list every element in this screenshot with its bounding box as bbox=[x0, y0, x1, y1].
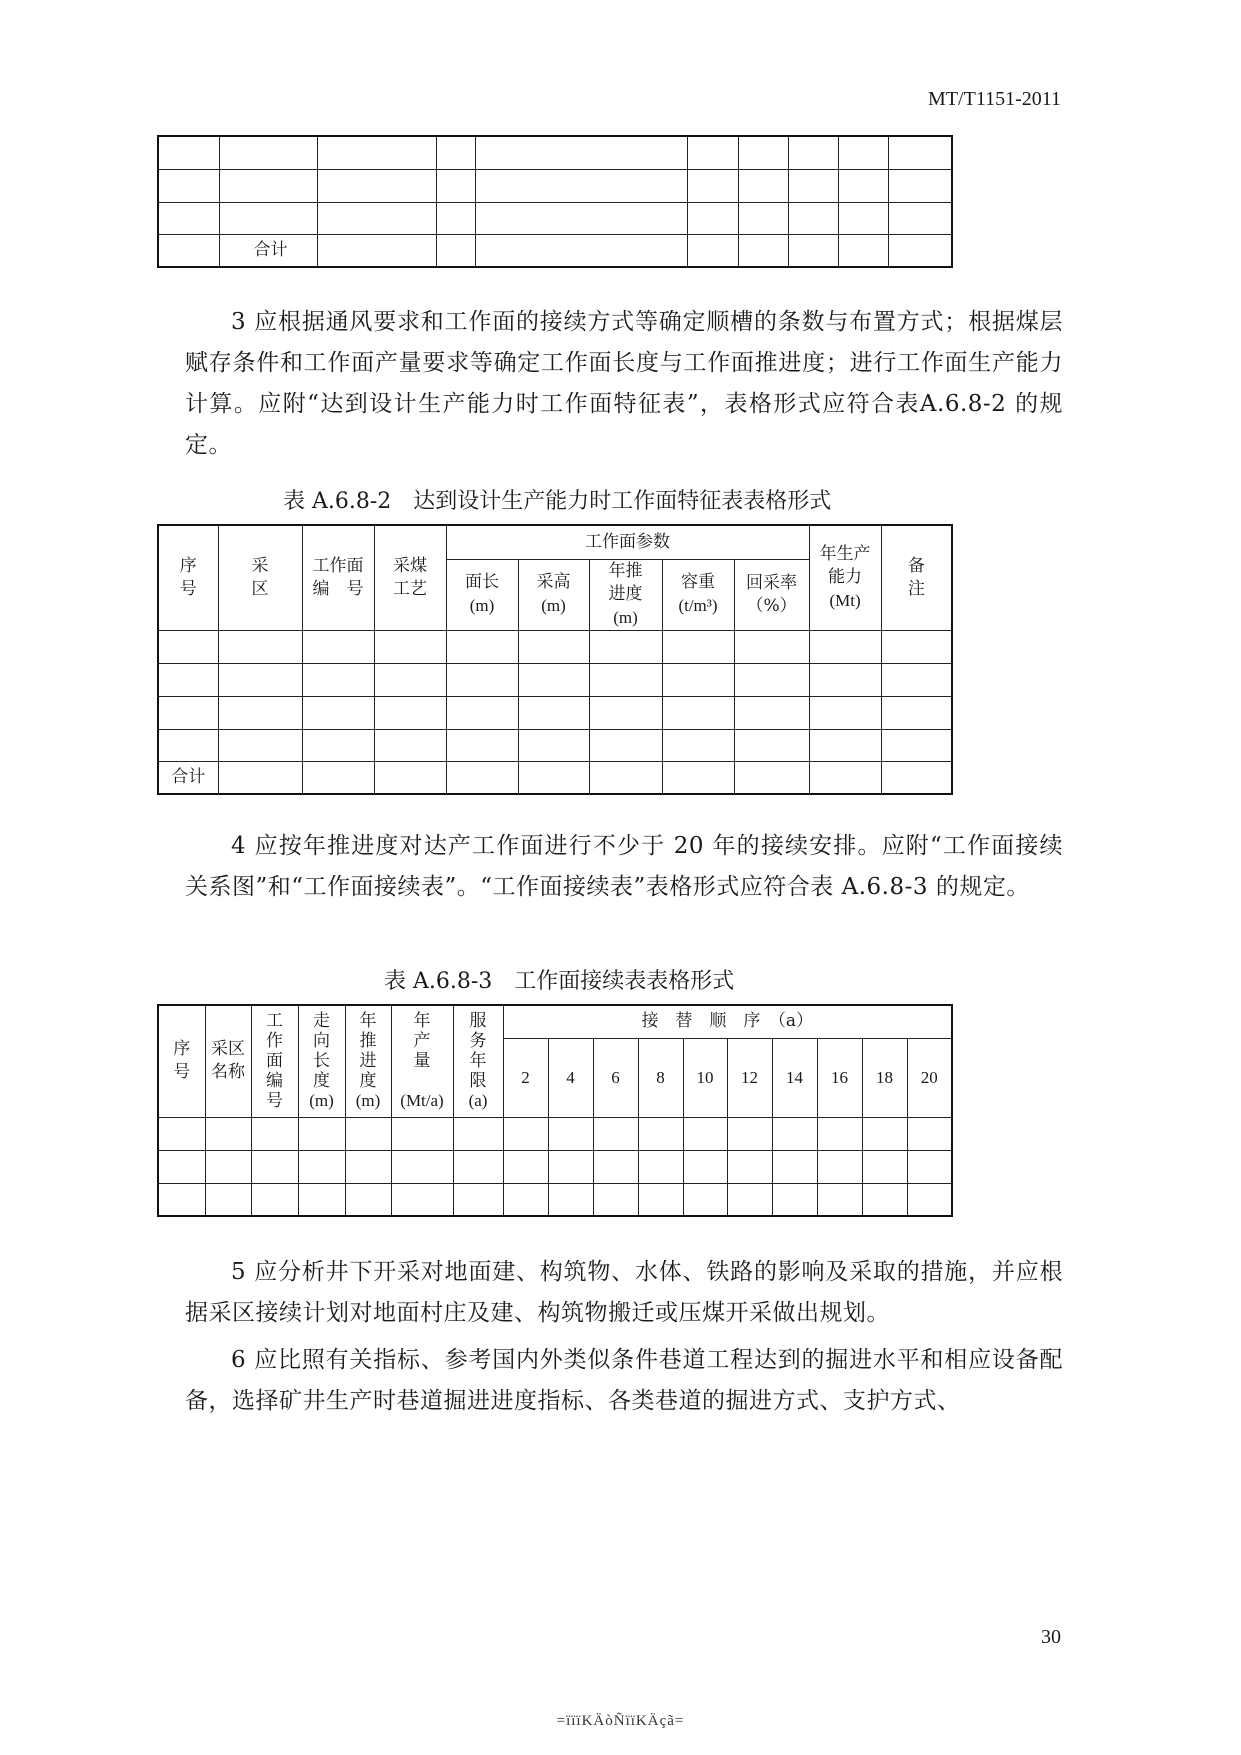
table-a683-caption: 表 A.6.8-3 工作面接续表表格形式 bbox=[384, 969, 735, 994]
table-row bbox=[158, 202, 952, 234]
header-strike-length: 走 向 长 度 (m) bbox=[298, 1005, 345, 1117]
header-year: 4 bbox=[548, 1038, 593, 1117]
header-recovery-rate: 回采率 （%） bbox=[734, 559, 809, 630]
header-face-no: 工 作 面 编 号 bbox=[251, 1005, 298, 1117]
table-row bbox=[158, 169, 952, 202]
table-a682-caption: 表 A.6.8-2 达到设计生产能力时工作面特征表表格形式 bbox=[283, 489, 832, 514]
table-row bbox=[158, 1150, 952, 1183]
table-a682 bbox=[157, 524, 953, 795]
header-year: 2 bbox=[503, 1038, 548, 1117]
table-a681-continued bbox=[157, 135, 953, 268]
header-annual-output: 年 产 量 (Mt/a) bbox=[391, 1005, 453, 1117]
table-total-row bbox=[158, 234, 952, 267]
header-area: 采 区 bbox=[218, 525, 302, 630]
header-mining-tech: 采煤 工艺 bbox=[374, 525, 446, 630]
table-row bbox=[158, 630, 952, 663]
table-row bbox=[158, 729, 952, 761]
table-row bbox=[158, 136, 952, 169]
paragraph-5: 5 应分析井下开采对地面建、构筑物、水体、铁路的影响及采取的措施，并应根据采区接续计划对地面村庄及建、构筑物搬迁或压煤开采做出规划。 bbox=[185, 1259, 1063, 1326]
header-area-name: 采区 名称 bbox=[205, 1005, 251, 1117]
header-year: 8 bbox=[638, 1038, 683, 1117]
header-year: 6 bbox=[593, 1038, 638, 1117]
table-total-row bbox=[158, 761, 952, 794]
table-row bbox=[158, 663, 952, 696]
total-label: 合计 bbox=[158, 761, 218, 794]
header-seq: 序 号 bbox=[158, 1005, 205, 1117]
header-service-life: 服 务 年 限 (a) bbox=[453, 1005, 503, 1117]
table-header-row bbox=[158, 1005, 952, 1038]
header-year: 16 bbox=[817, 1038, 862, 1117]
table-row bbox=[158, 1183, 952, 1216]
header-succession-order: 接 替 顺 序 （a） bbox=[503, 1005, 952, 1038]
header-mining-height: 采高 (m) bbox=[518, 559, 589, 630]
table-row bbox=[158, 1117, 952, 1150]
document-code: MT/T1151-2011 bbox=[928, 88, 1061, 110]
header-seq: 序 号 bbox=[158, 525, 218, 630]
header-note: 备 注 bbox=[881, 525, 952, 630]
table-header-row bbox=[158, 525, 952, 559]
page-number: 30 bbox=[1041, 1626, 1061, 1648]
header-year: 10 bbox=[683, 1038, 727, 1117]
table-a683 bbox=[157, 1004, 953, 1217]
header-annual-capacity: 年生产 能力 (Mt) bbox=[809, 525, 881, 630]
paragraph-3: 3 应根据通风要求和工作面的接续方式等确定顺槽的条数与布置方式；根据煤层赋存条件和工作面产量要求等确定工作面长度与工作面推进度；进行工作面生产能力计算。应附“达到设计生产能力时工作面特征表”，表格形式应符合表A.6.8-2 的规定。 bbox=[185, 309, 1063, 458]
total-label: 合计 bbox=[219, 234, 317, 267]
header-year: 14 bbox=[772, 1038, 817, 1117]
header-annual-advance: 年 推 进 度 (m) bbox=[345, 1005, 391, 1117]
table-row bbox=[158, 696, 952, 729]
footer-watermark: =ïïïKÄòÑïïKÄçã= bbox=[556, 1713, 685, 1729]
header-year: 20 bbox=[907, 1038, 952, 1117]
header-annual-advance: 年推 进度 (m) bbox=[589, 559, 662, 630]
header-year: 12 bbox=[727, 1038, 772, 1117]
header-face-no: 工作面 编 号 bbox=[302, 525, 374, 630]
header-density: 容重 (t/m³) bbox=[662, 559, 734, 630]
header-face-params: 工作面参数 bbox=[446, 525, 809, 559]
header-year: 18 bbox=[862, 1038, 907, 1117]
header-face-length: 面长 (m) bbox=[446, 559, 518, 630]
paragraph-4: 4 应按年推进度对达产工作面进行不少于 20 年的接续安排。应附“工作面接续关系图”和“工作面接续表”。“工作面接续表”表格形式应符合表 A.6.8-3 的规定。 bbox=[185, 833, 1063, 900]
paragraph-6: 6 应比照有关指标、参考国内外类似条件巷道工程达到的掘进水平和相应设备配备，选择矿井生产时巷道掘进进度指标、各类巷道的掘进方式、支护方式、 bbox=[185, 1347, 1063, 1414]
